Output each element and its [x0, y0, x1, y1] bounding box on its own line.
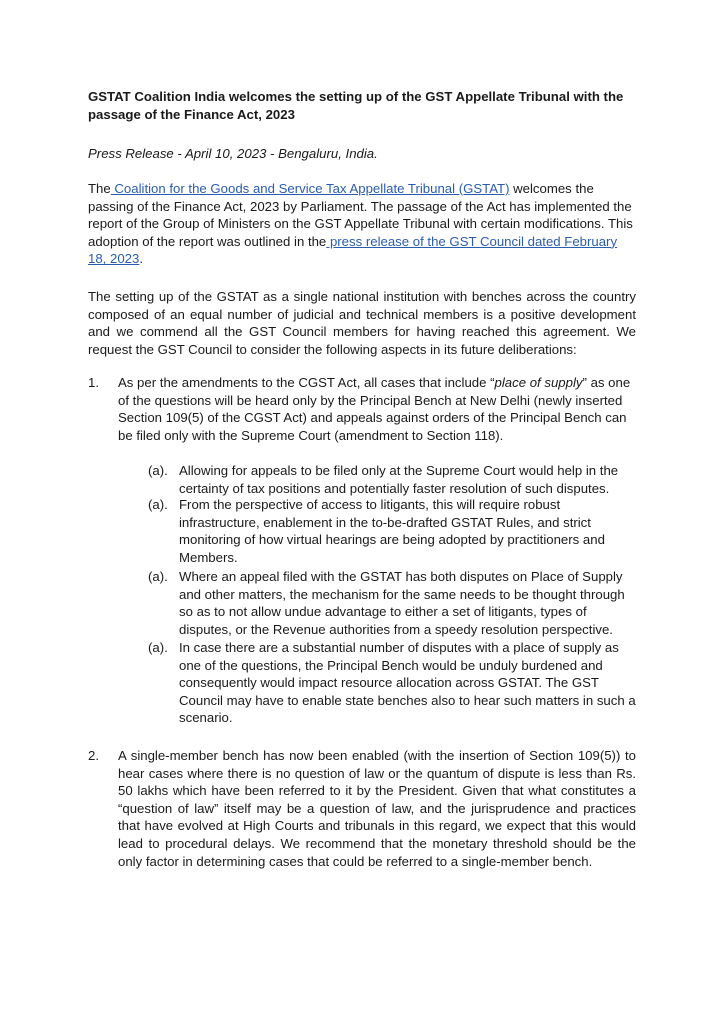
press-release-title: GSTAT Coalition India welcomes the setting up of the GST Appellate Tribunal with the passage of the Finance Act, 2023 [88, 89, 624, 122]
item1-text-pre: As per the amendments to the CGST Act, all cases that include “ [118, 375, 495, 390]
sub-item-marker: (a). [148, 640, 168, 655]
intro-end: . [139, 251, 144, 267]
sub-item [148, 639, 636, 727]
intro-body: welcomes the passing of the Finance Act, 2023 by Parliament. The passage of the Act has implemented the report of the Group of Ministers on the GST Appellate Tribunal with certain modifications. This adoption of the report was outlined in the [88, 181, 633, 249]
sub-item-marker: (a). [148, 463, 168, 478]
item1-emphasis: place of supply [494, 375, 583, 390]
sub-item-marker: (a). [148, 569, 168, 584]
sub-item-text: From the perspective of access to litigants, this will require robust infrastructure, enablement in the to-be-drafted GSTAT Rules, and strict monitoring of how virtual hearings are being adopted by practitioners and Members. [179, 497, 605, 565]
intro-lead: The [88, 181, 111, 196]
sub-item [148, 462, 636, 497]
list-number-2: 2. [88, 748, 99, 763]
list-item-place-of-supply [118, 374, 636, 444]
sub-item [148, 496, 636, 566]
sub-item [148, 568, 636, 638]
sub-item-marker: (a). [148, 497, 168, 512]
dateline: Press Release - April 10, 2023 - Bengaluru, India. [88, 146, 378, 161]
gst-council-press-release-link[interactable]: press release of the GST Council dated February 18, 2023 [88, 233, 618, 267]
sub-item-text: Allowing for appeals to be filed only at the Supreme Court would help in the certainty of tax positions and potentially faster resolution of such disputes. [179, 463, 619, 496]
sub-item-text: In case there are a substantial number of disputes with a place of supply as one of the questions, the Principal Bench would be unduly burdened and consequently would impact resource allocation across GSTAT. The GST Council may have to enable state benches also to hear such matters in such a scenario. [179, 640, 636, 726]
intro-paragraph [88, 180, 636, 268]
list-item-single-member-bench: A single-member bench has now been enabled (with the insertion of Section 109(5)) to hear cases where there is no question of law or the quantum of dispute is less than Rs. 50 lakhs which have been referred to it by the President. Given that what constitutes a “question of law” itself may be a question of law, and the jurisprudence and practices that have evolved at High Courts and tribunals in this regard, we expect that this would lead to procedural delays. We recommend that the monetary threshold should be the only factor in determining cases that could be referred to a single-member bench. [118, 748, 636, 869]
sub-item-text: Where an appeal filed with the GSTAT has both disputes on Place of Supply and other matters, the mechanism for the same needs to be thought through so as to not allow undue advantage to either a set of litigants, types of disputes, or the Revenue authorities from a speedy resolution perspective. [179, 569, 625, 637]
gstat-coalition-link[interactable]: Coalition for the Goods and Service Tax Appellate Tribunal (GSTAT) [110, 181, 510, 196]
item1-text-post: ” as one of the questions will be heard only by the Principal Bench at New Delhi (newly inserted Section 109(5) of the CGST Act) and appeals against orders of the Principal Bench can be filed only with the Supreme Court (amendment to Section 118). [118, 375, 631, 443]
request-paragraph: The setting up of the GSTAT as a single national institution with benches across the country composed of an equal number of judicial and technical members is a positive development and we commend all the GST Council members for having reached this agreement. We request the GST Council to consider the following aspects in its future deliberations: [88, 289, 636, 357]
list-number-1: 1. [88, 375, 99, 390]
